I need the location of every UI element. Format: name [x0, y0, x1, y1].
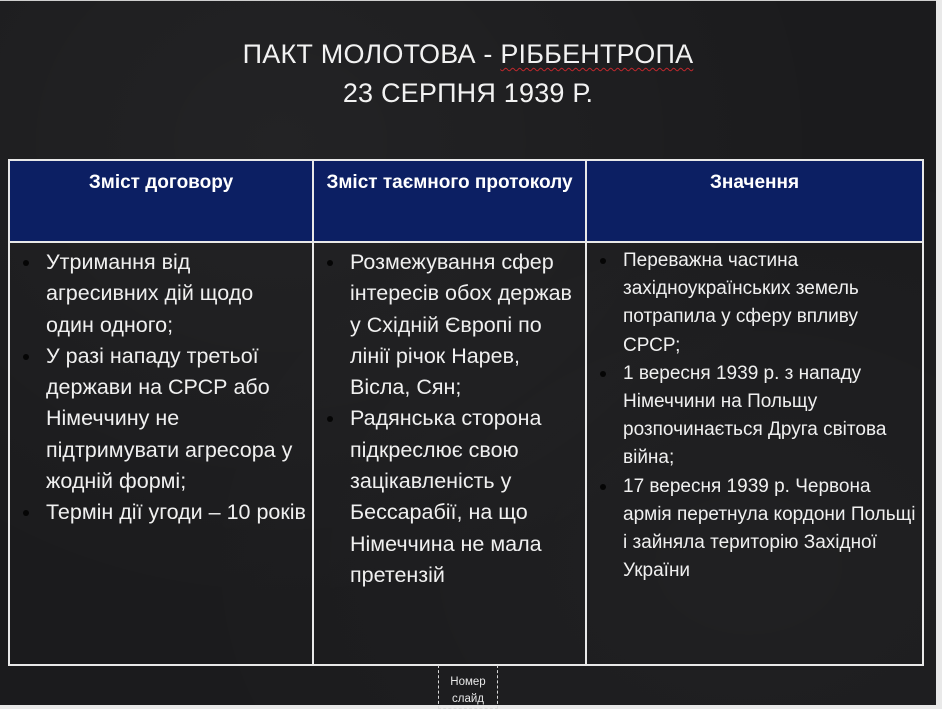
bullet-list — [320, 247, 579, 591]
header-significance: Значення — [586, 160, 923, 242]
list-item: Термін дії угоди – 10 років — [16, 497, 306, 528]
list-item: Утримання від агресивних дій щодо один одного; — [16, 247, 306, 341]
header-treaty-content: Зміст договору — [9, 160, 313, 242]
list-item: У разі нападу третьої держави на СРСР або Німеччину не підтримувати агресора у жодній формі; — [16, 341, 306, 497]
cell-secret-protocol[interactable] — [313, 242, 586, 665]
title-line-1 — [0, 35, 936, 74]
slide-number-placeholder[interactable]: Номер слайд — [438, 665, 498, 709]
cell-significance[interactable] — [586, 242, 923, 665]
slide-title[interactable] — [0, 35, 936, 113]
bullet-list — [593, 247, 916, 585]
table-header-row — [9, 160, 923, 242]
list-item: 17 вересня 1939 р. Червона армія перетнула кордони Польщі і зайняла територію Західної України — [593, 473, 916, 586]
list-item: Розмежування сфер інтересів обох держав у Східній Європі по лінії річок Нарев, Вісла, Сян; — [320, 247, 579, 403]
cell-treaty-content[interactable] — [9, 242, 313, 665]
title-line-2: 23 СЕРПНЯ 1939 Р. — [342, 78, 594, 108]
list-item: Радянська сторона підкреслює свою зацікавленість у Бессарабії, на що Німеччина не мала претензій — [320, 403, 579, 591]
table-row — [9, 242, 923, 665]
title-text-prefix: ПАКТ МОЛОТОВА - — [242, 39, 501, 69]
bullet-list — [16, 247, 306, 529]
list-item: 1 вересня 1939 р. з нападу Німеччини на Польщу розпочинається Друга світова війна; — [593, 360, 916, 473]
pact-table[interactable] — [8, 159, 924, 666]
list-item: Переважна частина західноукраїнських земель потрапила у сферу впливу СРСР; — [593, 247, 916, 360]
header-secret-protocol: Зміст таємного протоколу — [313, 160, 586, 242]
spellcheck-flagged-word: РІББЕНТРОПА — [500, 39, 694, 69]
